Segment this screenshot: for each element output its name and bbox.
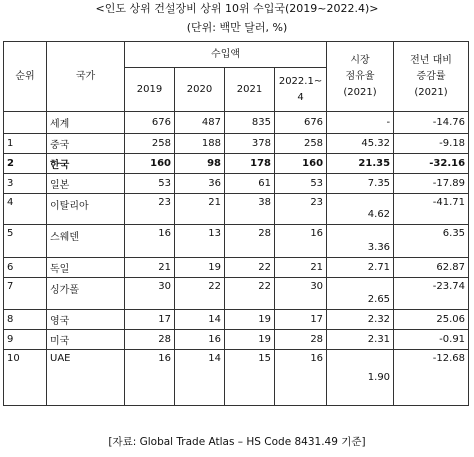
header-year-2020: 2020 xyxy=(175,68,225,112)
value-2019-cell: 30 xyxy=(125,278,175,310)
value-2021-cell: 835 xyxy=(225,112,275,134)
country-cell: 세계 xyxy=(47,112,125,134)
rank-cell: 3 xyxy=(4,174,47,194)
value-2020-cell: 14 xyxy=(175,350,225,406)
value-2021-cell: 19 xyxy=(225,310,275,330)
growth-rate-cell: -12.68 xyxy=(394,350,469,406)
country-cell: 한국 xyxy=(47,154,125,174)
value-2020-cell: 13 xyxy=(175,225,225,258)
value-2020-cell: 14 xyxy=(175,310,225,330)
value-2022-cell: 23 xyxy=(275,194,327,225)
value-2019-cell: 16 xyxy=(125,225,175,258)
rank-cell: 6 xyxy=(4,258,47,278)
rank-cell xyxy=(4,112,47,134)
market-share-cell: 7.35 xyxy=(327,174,394,194)
value-2019-cell: 16 xyxy=(125,350,175,406)
table-row xyxy=(4,330,469,350)
value-2020-cell: 188 xyxy=(175,134,225,154)
market-share-cell: 45.32 xyxy=(327,134,394,154)
growth-rate-cell: -41.71 xyxy=(394,194,469,225)
table-row xyxy=(4,134,469,154)
header-year-2022 xyxy=(275,68,327,112)
source-note: [자료: Global Trade Atlas – HS Code 8431.49 기준] xyxy=(108,436,366,448)
market-share-cell: 3.36 xyxy=(327,225,394,258)
header-year-2022-line2: 4 xyxy=(297,91,304,103)
header-market-share-line2: 점유율 xyxy=(345,70,375,82)
header-growth-rate-line1: 전년 대비 xyxy=(410,54,452,66)
value-2020-cell: 487 xyxy=(175,112,225,134)
value-2022-cell: 160 xyxy=(275,154,327,174)
value-2021-cell: 28 xyxy=(225,225,275,258)
table-row xyxy=(4,112,469,134)
value-2021-cell: 19 xyxy=(225,330,275,350)
value-2021-cell: 15 xyxy=(225,350,275,406)
value-2022-cell: 21 xyxy=(275,258,327,278)
value-2020-cell: 98 xyxy=(175,154,225,174)
growth-rate-cell: -9.18 xyxy=(394,134,469,154)
country-cell: 중국 xyxy=(47,134,125,154)
import-table xyxy=(3,41,469,406)
table-row xyxy=(4,174,469,194)
market-share-cell: - xyxy=(327,112,394,134)
value-2019-cell: 23 xyxy=(125,194,175,225)
value-2019-cell: 676 xyxy=(125,112,175,134)
value-2019-cell: 21 xyxy=(125,258,175,278)
table-row xyxy=(4,350,469,406)
country-cell: 싱가폴 xyxy=(47,278,125,310)
table-row xyxy=(4,278,469,310)
header-market-share-line3: (2021) xyxy=(343,86,377,98)
growth-rate-cell: 6.35 xyxy=(394,225,469,258)
header-market-share xyxy=(327,42,394,112)
header-year-2022-line1: 2022.1~ xyxy=(278,75,323,87)
growth-rate-cell: -14.76 xyxy=(394,112,469,134)
header-country: 국가 xyxy=(47,42,125,112)
value-2021-cell: 178 xyxy=(225,154,275,174)
table-row xyxy=(4,225,469,258)
header-growth-rate-line3: (2021) xyxy=(414,86,448,98)
country-cell: 미국 xyxy=(47,330,125,350)
country-cell: 이탈리아 xyxy=(47,194,125,225)
value-2022-cell: 676 xyxy=(275,112,327,134)
value-2022-cell: 17 xyxy=(275,310,327,330)
value-2022-cell: 30 xyxy=(275,278,327,310)
growth-rate-cell: 25.06 xyxy=(394,310,469,330)
growth-rate-cell: -32.16 xyxy=(394,154,469,174)
value-2020-cell: 36 xyxy=(175,174,225,194)
header-rank: 순위 xyxy=(4,42,47,112)
value-2022-cell: 28 xyxy=(275,330,327,350)
rank-cell: 9 xyxy=(4,330,47,350)
rank-cell: 2 xyxy=(4,154,47,174)
value-2019-cell: 258 xyxy=(125,134,175,154)
market-share-cell: 4.62 xyxy=(327,194,394,225)
country-cell: 스웨덴 xyxy=(47,225,125,258)
header-growth-rate xyxy=(394,42,469,112)
header-year-2019: 2019 xyxy=(125,68,175,112)
value-2021-cell: 22 xyxy=(225,278,275,310)
value-2019-cell: 53 xyxy=(125,174,175,194)
rank-cell: 7 xyxy=(4,278,47,310)
header-market-share-line1: 시장 xyxy=(350,54,370,66)
value-2019-cell: 17 xyxy=(125,310,175,330)
growth-rate-cell: -0.91 xyxy=(394,330,469,350)
country-cell: 영국 xyxy=(47,310,125,330)
unit-note: (단위: 백만 달러, %) xyxy=(186,21,288,34)
header-import-amount: 수입액 xyxy=(125,42,327,68)
country-cell: 독일 xyxy=(47,258,125,278)
header-year-2021: 2021 xyxy=(225,68,275,112)
table-row-highlighted xyxy=(4,154,469,174)
table-row xyxy=(4,194,469,225)
table-row xyxy=(4,310,469,330)
value-2021-cell: 61 xyxy=(225,174,275,194)
market-share-cell: 2.65 xyxy=(327,278,394,310)
market-share-cell: 2.71 xyxy=(327,258,394,278)
header-growth-rate-line2: 증감률 xyxy=(416,70,446,82)
growth-rate-cell: -23.74 xyxy=(394,278,469,310)
value-2022-cell: 258 xyxy=(275,134,327,154)
value-2020-cell: 16 xyxy=(175,330,225,350)
value-2020-cell: 22 xyxy=(175,278,225,310)
country-cell: UAE xyxy=(47,350,125,406)
value-2021-cell: 22 xyxy=(225,258,275,278)
market-share-cell: 21.35 xyxy=(327,154,394,174)
table-title: <인도 상위 건설장비 상위 10위 수입국(2019~2022.4)> xyxy=(95,2,379,15)
value-2021-cell: 38 xyxy=(225,194,275,225)
value-2022-cell: 16 xyxy=(275,350,327,406)
market-share-cell: 1.90 xyxy=(327,350,394,406)
rank-cell: 1 xyxy=(4,134,47,154)
rank-cell: 10 xyxy=(4,350,47,406)
value-2022-cell: 53 xyxy=(275,174,327,194)
rank-cell: 8 xyxy=(4,310,47,330)
value-2020-cell: 21 xyxy=(175,194,225,225)
value-2019-cell: 28 xyxy=(125,330,175,350)
value-2022-cell: 16 xyxy=(275,225,327,258)
table-row xyxy=(4,258,469,278)
value-2019-cell: 160 xyxy=(125,154,175,174)
market-share-cell: 2.32 xyxy=(327,310,394,330)
country-cell: 일본 xyxy=(47,174,125,194)
rank-cell: 5 xyxy=(4,225,47,258)
growth-rate-cell: 62.87 xyxy=(394,258,469,278)
market-share-cell: 2.31 xyxy=(327,330,394,350)
growth-rate-cell: -17.89 xyxy=(394,174,469,194)
rank-cell: 4 xyxy=(4,194,47,225)
value-2020-cell: 19 xyxy=(175,258,225,278)
value-2021-cell: 378 xyxy=(225,134,275,154)
